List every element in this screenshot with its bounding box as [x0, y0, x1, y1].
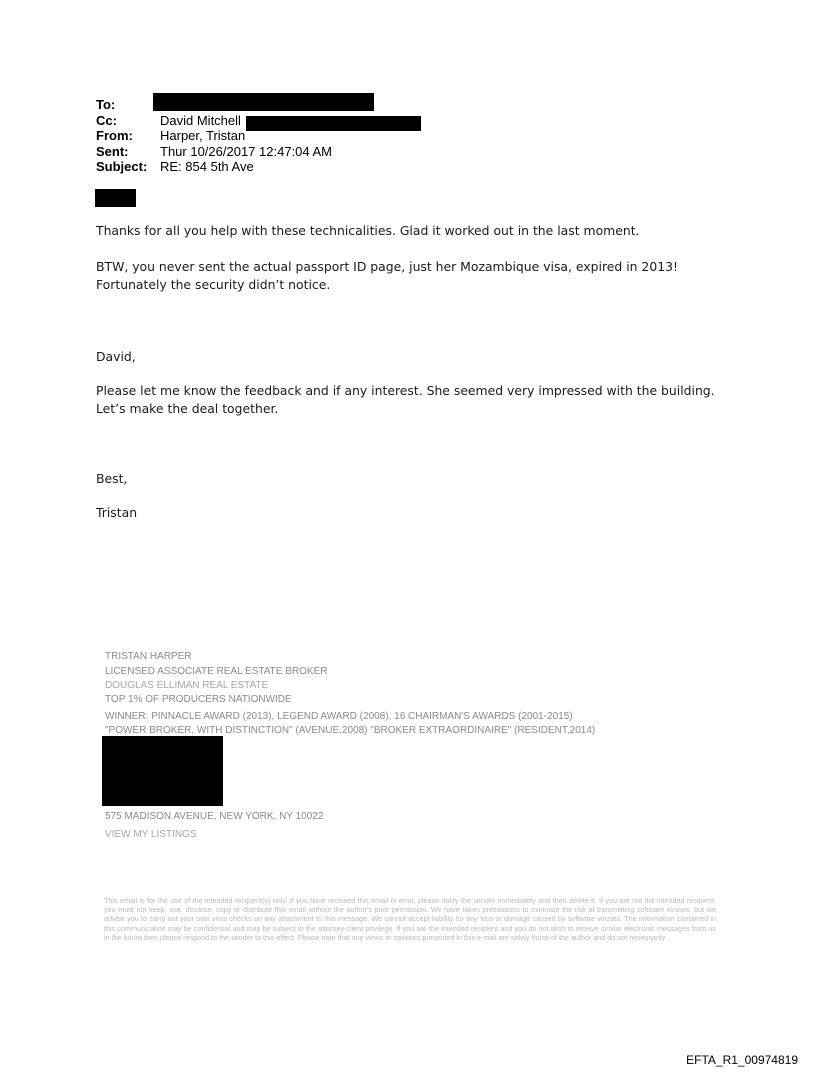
legal-disclaimer: This email is for the use of the intended recipient(s) only. If you have received this email in error, please notify the sender immediately and then delete it. If you are not the intended recipient, you must not keep, use, disclose, copy or distribute this email without the author's prior permission. We have taken precautions to minimize the risk of transmitting software viruses, but we advise you to carry out your own virus checks on any attachment to this message. We cannot accept liability for any loss or damage caused by software viruses. The information contained in this communication may be confidential and may be subject to the attorney-client privilege. If you are the intended recipient and you do not wish to receive similar electronic messages from us in the future then please respond to the sender to this effect. Please note that any views or opinions presented in this e-mail are solely those of the author and do not necessarily	[104, 896, 716, 942]
cc-label: Cc:	[96, 112, 117, 128]
body-paragraph-2-line-2: Fortunately the security didn’t notice.	[96, 277, 331, 292]
email-body	[96, 222, 736, 522]
signature-title: LICENSED ASSOCIATE REAL ESTATE BROKER	[105, 666, 328, 677]
redaction-salutation	[95, 189, 136, 207]
from-label: From:	[96, 128, 133, 143]
signature-awards-line-1: WINNER: PINNACLE AWARD (2013), LEGEND AWARD (2008), 16 CHAIRMAN'S AWARDS (2001-2015)	[105, 711, 573, 722]
subject-label: Subject:	[96, 159, 148, 174]
to-label: To:	[96, 97, 116, 112]
sent-value: Thur 10/26/2017 12:47:04 AM	[160, 143, 333, 159]
signature-name: TRISTAN HARPER	[105, 651, 192, 662]
from-value: Harper, Tristan	[160, 128, 246, 143]
view-listings-link[interactable]: VIEW MY LISTINGS	[105, 829, 197, 840]
redaction-logo	[102, 736, 223, 806]
signature-tagline: TOP 1% OF PRODUCERS NATIONWIDE	[105, 694, 292, 705]
greeting: David,	[96, 349, 136, 364]
signature-company: DOUGLAS ELLIMAN REAL ESTATE	[105, 680, 269, 691]
redaction-cc	[246, 116, 421, 131]
body-paragraph-3-line-1: Please let me know the feedback and if any interest. She seemed very impressed with the building.	[96, 383, 715, 398]
sent-label: Sent:	[96, 143, 129, 159]
body-paragraph-3-line-2: Let’s make the deal together.	[96, 401, 279, 416]
subject-value: RE: 854 5th Ave	[160, 159, 254, 174]
closing: Best,	[96, 471, 128, 486]
redaction-to	[153, 93, 374, 111]
body-paragraph-1: Thanks for all you help with these technicalities. Glad it worked out in the last moment.	[96, 223, 640, 238]
signature-awards-line-2: "POWER BROKER, WITH DISTINCTION" (AVENUE,2008) "BROKER EXTRAORDINAIRE" (RESIDENT,2014)	[105, 725, 596, 736]
document-id: EFTA_R1_00974819	[686, 1053, 798, 1067]
signature-address: 575 MADISON AVENUE, NEW YORK, NY 10022	[105, 811, 324, 822]
cc-value: David Mitchell	[160, 112, 241, 128]
body-paragraph-2-line-1: BTW, you never sent the actual passport ID page, just her Mozambique visa, expired in 2013!	[96, 259, 678, 274]
signoff: Tristan	[96, 505, 138, 520]
